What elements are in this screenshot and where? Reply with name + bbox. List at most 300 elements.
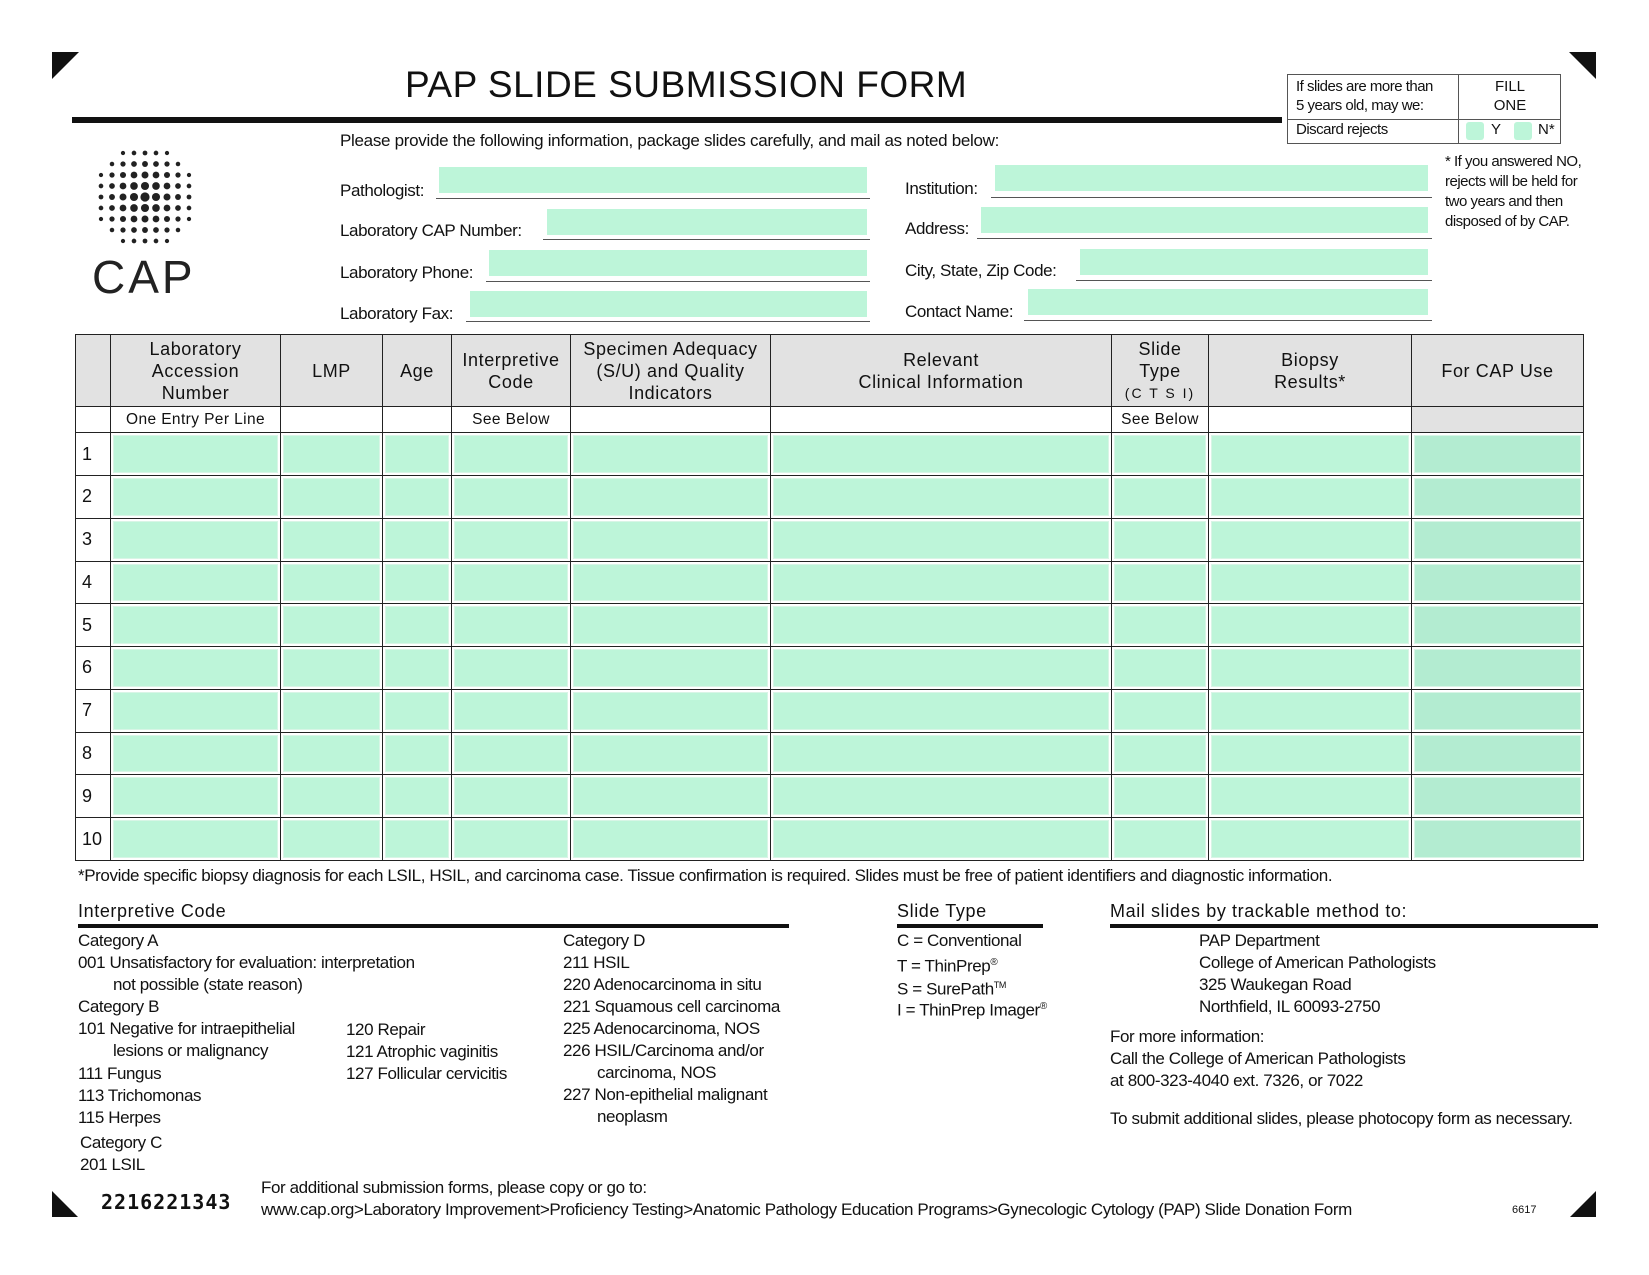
slide-type-field[interactable]	[1114, 606, 1206, 644]
logo-dot	[110, 162, 115, 167]
cap-use-field	[1414, 777, 1581, 815]
table-cell	[1412, 732, 1584, 775]
slide-type-field[interactable]	[1114, 564, 1206, 602]
table-cell	[452, 647, 571, 690]
biopsy-results-field[interactable]	[1211, 435, 1409, 473]
table-row	[76, 475, 1584, 518]
table-cell	[281, 518, 383, 561]
contact-name-field[interactable]	[1028, 289, 1428, 315]
row-number: 3	[76, 518, 111, 561]
logo-dot	[143, 239, 148, 244]
biopsy-results-field[interactable]	[1211, 820, 1409, 858]
table-cell	[1412, 647, 1584, 690]
age-field[interactable]	[385, 735, 449, 773]
logo-dot	[142, 161, 148, 167]
logo-dot	[152, 193, 160, 201]
lmp-field[interactable]	[283, 564, 380, 602]
clinical-info-field[interactable]	[773, 478, 1109, 516]
table-cell	[383, 561, 452, 604]
title-rule	[72, 117, 1282, 123]
logo-dot	[120, 161, 125, 166]
logo-dot	[131, 172, 138, 179]
biopsy-results-field[interactable]	[1211, 735, 1409, 773]
cap-use-field	[1414, 435, 1581, 473]
lmp-field[interactable]	[283, 478, 380, 516]
logo-dot	[109, 183, 115, 189]
biopsy-results-field[interactable]	[1211, 649, 1409, 687]
discard-yes-checkbox[interactable]	[1466, 122, 1484, 140]
logo-dot	[99, 184, 104, 189]
table-cell	[383, 518, 452, 561]
table-subheader	[771, 407, 1112, 433]
interpretive-code-field[interactable]	[454, 435, 568, 473]
category-b-label: Category B	[78, 997, 160, 1016]
slide-type-field[interactable]	[1114, 735, 1206, 773]
table-cell	[1112, 518, 1209, 561]
row-number: 9	[76, 775, 111, 818]
cap-use-field	[1414, 649, 1581, 687]
logo-dot	[142, 227, 148, 233]
code-226-cont: carcinoma, NOS	[597, 1063, 717, 1082]
table-subheader	[1412, 407, 1584, 433]
age-field[interactable]	[385, 478, 449, 516]
code-220: 220 Adenocarcinoma in situ	[563, 975, 762, 994]
table-row	[76, 732, 1584, 775]
table-cell	[771, 433, 1112, 476]
interpretive-code-field[interactable]	[454, 735, 568, 773]
table-cell	[571, 689, 771, 732]
logo-dot	[120, 205, 127, 212]
logo-dot	[165, 151, 169, 155]
code-127: 127 Follicular cervicitis	[346, 1064, 507, 1083]
table-cell	[111, 475, 281, 518]
corner-mark-bottom-left	[52, 1191, 78, 1217]
section-rule	[897, 924, 1043, 928]
section-rule	[1110, 924, 1598, 928]
row-number-header	[76, 335, 111, 407]
table-cell	[771, 775, 1112, 818]
logo-dot	[99, 206, 104, 211]
cap-number-field[interactable]	[547, 209, 867, 235]
logo-dot	[175, 194, 181, 200]
specimen-adequacy-field[interactable]	[573, 735, 768, 773]
fill-one-label: FILL ONE	[1493, 78, 1527, 114]
more-info-line: Call the College of American Pathologists	[1110, 1049, 1406, 1068]
table-row	[76, 433, 1584, 476]
clinical-info-field[interactable]	[773, 435, 1109, 473]
mail-address-line: College of American Pathologists	[1199, 953, 1436, 972]
code-121: 121 Atrophic vaginitis	[346, 1042, 498, 1061]
table-cell	[1412, 775, 1584, 818]
slide-type-field[interactable]	[1114, 435, 1206, 473]
age-field[interactable]	[385, 649, 449, 687]
table-cell	[571, 775, 771, 818]
cap-use-field	[1414, 820, 1581, 858]
table-cell	[771, 475, 1112, 518]
table-cell	[1209, 475, 1412, 518]
table-subheader	[383, 407, 452, 433]
interpretive-code-field[interactable]	[454, 692, 568, 730]
logo-dot	[153, 216, 160, 223]
field-underline	[436, 198, 870, 199]
logo-dot	[120, 194, 127, 201]
table-row	[76, 647, 1584, 690]
field-underline	[977, 238, 1432, 239]
logo-dot	[164, 172, 170, 178]
accession-number-field[interactable]	[113, 435, 278, 473]
table-cell	[1112, 647, 1209, 690]
cap-use-field	[1414, 564, 1581, 602]
row-number: 10	[76, 818, 111, 861]
accession-number-field[interactable]	[113, 735, 278, 773]
institution-field[interactable]	[995, 165, 1428, 191]
logo-dot	[164, 216, 170, 222]
logo-dot	[132, 151, 137, 156]
cap-number-label: Laboratory CAP Number:	[340, 221, 522, 240]
table-cell	[571, 647, 771, 690]
logo-dot	[164, 161, 169, 166]
clinical-info-field[interactable]	[773, 521, 1109, 559]
logo-dot	[131, 161, 137, 167]
form-code: 6617	[1512, 1204, 1537, 1216]
lmp-field[interactable]	[283, 521, 380, 559]
accession-number-field[interactable]	[113, 649, 278, 687]
table-cell	[571, 561, 771, 604]
logo-dot	[176, 162, 181, 167]
table-cell	[1412, 604, 1584, 647]
table-cell	[1412, 518, 1584, 561]
logo-dot	[109, 216, 114, 221]
clinical-info-field[interactable]	[773, 649, 1109, 687]
row-number: 5	[76, 604, 111, 647]
interpretive-code-field[interactable]	[454, 564, 568, 602]
table-cell	[571, 732, 771, 775]
column-header: Age	[383, 335, 452, 407]
age-field[interactable]	[385, 564, 449, 602]
mail-address-line: PAP Department	[1199, 931, 1320, 950]
logo-dot	[140, 192, 149, 201]
lmp-field[interactable]	[283, 777, 380, 815]
table-cell	[771, 561, 1112, 604]
lmp-field[interactable]	[283, 606, 380, 644]
slide-type-field[interactable]	[1114, 521, 1206, 559]
age-field[interactable]	[385, 435, 449, 473]
table-cell	[452, 518, 571, 561]
corner-mark-bottom-right	[1570, 1191, 1596, 1217]
logo-dot	[164, 227, 169, 232]
column-header: Relevant Clinical Information	[771, 335, 1112, 407]
more-info-line: at 800-323-4040 ext. 7326, or 7022	[1110, 1071, 1363, 1090]
table-cell	[771, 818, 1112, 861]
interpretive-code-field[interactable]	[454, 649, 568, 687]
logo-dot	[121, 151, 125, 155]
logo-dot	[130, 193, 138, 201]
logo-dot	[132, 239, 137, 244]
lmp-field[interactable]	[283, 820, 380, 858]
clinical-info-field[interactable]	[773, 692, 1109, 730]
table-cell	[383, 604, 452, 647]
age-field[interactable]	[385, 521, 449, 559]
table-cell	[1112, 818, 1209, 861]
code-113: 113 Trichomonas	[78, 1086, 202, 1105]
logo-dot	[120, 216, 126, 222]
lab-phone-label: Laboratory Phone:	[340, 263, 474, 282]
specimen-adequacy-field[interactable]	[573, 564, 768, 602]
logo-dot	[143, 151, 148, 156]
specimen-adequacy-field[interactable]	[573, 692, 768, 730]
interpretive-code-field[interactable]	[454, 478, 568, 516]
lab-fax-field[interactable]	[470, 291, 867, 317]
specimen-adequacy-field[interactable]	[573, 478, 768, 516]
field-underline	[991, 197, 1432, 198]
specimen-adequacy-field[interactable]	[573, 606, 768, 644]
table-cell	[1209, 818, 1412, 861]
accession-number-field[interactable]	[113, 692, 278, 730]
accession-number-field[interactable]	[113, 521, 278, 559]
cap-use-field	[1414, 478, 1581, 516]
table-cell	[1412, 689, 1584, 732]
logo-dot	[142, 216, 149, 223]
table-cell	[452, 604, 571, 647]
biopsy-footnote: *Provide specific biopsy diagnosis for each LSIL, HSIL, and carcinoma case. Tissue confirmation is required. Slides must be free of patient identifiers and diagnostic information.	[78, 866, 1333, 885]
table-cell	[111, 689, 281, 732]
table-cell	[281, 818, 383, 861]
slide-type-field[interactable]	[1114, 478, 1206, 516]
table-cell	[1412, 818, 1584, 861]
row-number: 2	[76, 475, 111, 518]
mail-address-line: 325 Waukegan Road	[1199, 975, 1352, 994]
logo-dot	[99, 217, 103, 221]
code-115: 115 Herpes	[78, 1108, 161, 1127]
table-cell	[281, 561, 383, 604]
row-number: 1	[76, 433, 111, 476]
slide-type-field[interactable]	[1114, 649, 1206, 687]
lmp-field[interactable]	[283, 649, 380, 687]
interpretive-code-field[interactable]	[454, 521, 568, 559]
biopsy-results-field[interactable]	[1211, 564, 1409, 602]
mail-address-line: Northfield, IL 60093-2750	[1199, 997, 1381, 1016]
logo-dot	[99, 173, 103, 177]
accession-number-field[interactable]	[113, 478, 278, 516]
logo-dot	[120, 172, 126, 178]
city-state-zip-field[interactable]	[1080, 249, 1428, 275]
discard-rejects-label: Discard rejects	[1296, 121, 1388, 138]
table-cell	[111, 818, 281, 861]
row-number: 8	[76, 732, 111, 775]
column-header: Slide Type (C T S I)	[1112, 335, 1209, 407]
table-cell	[1209, 775, 1412, 818]
table-row	[76, 689, 1584, 732]
table-cell	[571, 818, 771, 861]
lmp-field[interactable]	[283, 735, 380, 773]
slide-type-i: I = ThinPrep Imager®	[897, 1000, 1047, 1020]
clinical-info-field[interactable]	[773, 735, 1109, 773]
accession-number-field[interactable]	[113, 777, 278, 815]
table-row	[76, 561, 1584, 604]
table-subheader: See Below	[452, 407, 571, 433]
pathologist-field[interactable]	[439, 167, 867, 193]
logo-dot	[130, 204, 138, 212]
additional-forms-note: For additional submission forms, please copy or go to: www.cap.org>Laboratory Improvement>Proficiency Testing>Anatomic Pathology Education Programs>Gynecologic Cytology (PAP) Slide Donation Form	[261, 1178, 1352, 1219]
table-cell	[111, 604, 281, 647]
logo-dot	[142, 172, 149, 179]
accession-number-field[interactable]	[113, 820, 278, 858]
accession-number-field[interactable]	[113, 564, 278, 602]
table-subheader	[571, 407, 771, 433]
table-cell	[452, 475, 571, 518]
logo-dot	[187, 217, 191, 221]
table-cell	[281, 647, 383, 690]
field-underline	[543, 239, 870, 240]
mail-heading: Mail slides by trackable method to:	[1110, 901, 1408, 921]
biopsy-results-field[interactable]	[1211, 521, 1409, 559]
table-subheader-row	[76, 407, 1584, 433]
section-rule	[78, 924, 789, 928]
code-101-cont: lesions or malignancy	[113, 1041, 269, 1060]
specimen-adequacy-field[interactable]	[573, 521, 768, 559]
code-001: 001 Unsatisfactory for evaluation: interpretation	[78, 953, 415, 972]
logo-dot	[164, 194, 171, 201]
corner-mark-top-left	[52, 52, 79, 79]
table-cell	[1112, 775, 1209, 818]
table-cell	[1209, 732, 1412, 775]
lab-fax-label: Laboratory Fax:	[340, 304, 454, 323]
table-cell	[771, 732, 1112, 775]
table-row	[76, 518, 1584, 561]
table-cell	[1112, 475, 1209, 518]
logo-dot	[152, 204, 160, 212]
clinical-info-field[interactable]	[773, 820, 1109, 858]
code-225: 225 Adenocarcinoma, NOS	[563, 1019, 760, 1038]
logo-dot	[152, 182, 160, 190]
age-field[interactable]	[385, 820, 449, 858]
lab-phone-field[interactable]	[489, 250, 867, 276]
clinical-info-field[interactable]	[773, 606, 1109, 644]
code-211: 211 HSIL	[563, 953, 630, 972]
table-cell	[1412, 561, 1584, 604]
clinical-info-field[interactable]	[773, 777, 1109, 815]
accession-number-field[interactable]	[113, 606, 278, 644]
slide-type-heading: Slide Type	[897, 901, 987, 921]
table-cell	[571, 604, 771, 647]
table-cell	[76, 407, 111, 433]
logo-dot	[109, 172, 114, 177]
table-subheader: One Entry Per Line	[111, 407, 281, 433]
slide-type-c: C = Conventional	[897, 931, 1022, 950]
table-cell	[571, 475, 771, 518]
code-201: 201 LSIL	[80, 1155, 145, 1174]
table-cell	[1209, 689, 1412, 732]
slide-type-field[interactable]	[1114, 820, 1206, 858]
table-header-row	[76, 335, 1584, 407]
logo-dot	[141, 204, 149, 212]
column-header: For CAP Use	[1412, 335, 1584, 407]
table-cell	[383, 775, 452, 818]
slide-type-t: T = ThinPrep®	[897, 956, 998, 976]
logo-dot	[153, 161, 159, 167]
table-cell	[383, 475, 452, 518]
specimen-adequacy-field[interactable]	[573, 435, 768, 473]
cap-use-field	[1414, 521, 1581, 559]
field-underline	[486, 281, 870, 282]
table-cell	[452, 818, 571, 861]
table-cell	[771, 604, 1112, 647]
retention-question: If slides are more than 5 years old, may we:	[1296, 78, 1433, 114]
column-header: Specimen Adequacy (S/U) and Quality Indicators	[571, 335, 771, 407]
specimen-adequacy-field[interactable]	[573, 649, 768, 687]
logo-dot	[131, 216, 138, 223]
code-120: 120 Repair	[346, 1020, 426, 1039]
clinical-info-field[interactable]	[773, 564, 1109, 602]
logo-dot	[187, 206, 192, 211]
logo-dot	[131, 227, 137, 233]
code-101: 101 Negative for intraepithelial	[78, 1019, 295, 1038]
code-226: 226 HSIL/Carcinoma and/or	[563, 1041, 764, 1060]
table-row	[76, 818, 1584, 861]
city-state-zip-label: City, State, Zip Code:	[905, 261, 1057, 280]
column-header: Interpretive Code	[452, 335, 571, 407]
table-cell	[1112, 561, 1209, 604]
slide-type-s: S = SurePath™	[897, 979, 1006, 999]
slide-type-field[interactable]	[1114, 777, 1206, 815]
retention-options-box	[1287, 74, 1561, 144]
slide-type-field[interactable]	[1114, 692, 1206, 730]
cap-use-field	[1414, 606, 1581, 644]
biopsy-results-field[interactable]	[1211, 777, 1409, 815]
cap-logo-text: CAP	[92, 251, 196, 303]
table-cell	[281, 732, 383, 775]
age-field[interactable]	[385, 777, 449, 815]
table-cell	[1112, 732, 1209, 775]
lmp-field[interactable]	[283, 692, 380, 730]
table-cell	[1209, 518, 1412, 561]
interpretive-code-field[interactable]	[454, 820, 568, 858]
logo-dot	[99, 195, 104, 200]
biopsy-results-field[interactable]	[1211, 606, 1409, 644]
logo-dot	[141, 182, 149, 190]
column-header: LMP	[281, 335, 383, 407]
column-header: Laboratory Accession Number	[111, 335, 281, 407]
interpretive-code-field[interactable]	[454, 777, 568, 815]
table-cell	[771, 518, 1112, 561]
logo-dot	[153, 227, 159, 233]
logo-dot	[154, 151, 159, 156]
specimen-adequacy-field[interactable]	[573, 820, 768, 858]
logo-dot	[153, 172, 160, 179]
biopsy-results-field[interactable]	[1211, 478, 1409, 516]
lmp-field[interactable]	[283, 435, 380, 473]
table-cell	[111, 647, 281, 690]
specimen-adequacy-field[interactable]	[573, 777, 768, 815]
table-cell	[771, 647, 1112, 690]
table-cell	[111, 433, 281, 476]
table-row	[76, 775, 1584, 818]
table-cell	[383, 433, 452, 476]
biopsy-results-field[interactable]	[1211, 692, 1409, 730]
age-field[interactable]	[385, 692, 449, 730]
code-221: 221 Squamous cell carcinoma	[563, 997, 780, 1016]
address-field[interactable]	[981, 207, 1428, 233]
category-d-label: Category D	[563, 931, 645, 950]
age-field[interactable]	[385, 606, 449, 644]
table-cell	[1112, 604, 1209, 647]
table-cell	[111, 732, 281, 775]
corner-mark-top-right	[1569, 52, 1596, 79]
interpretive-code-field[interactable]	[454, 606, 568, 644]
logo-dot	[187, 173, 191, 177]
logo-dot	[121, 239, 125, 243]
discard-no-checkbox[interactable]	[1514, 122, 1532, 140]
